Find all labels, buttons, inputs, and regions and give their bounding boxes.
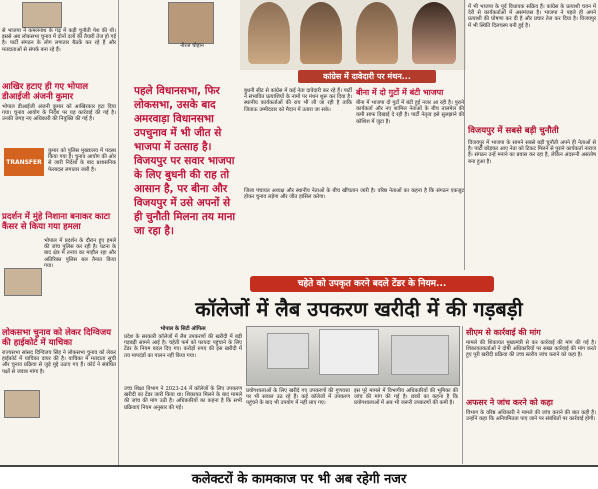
side-divider xyxy=(462,326,463,464)
feature-quote: पहले विधानसभा, फिर लोकसभा, उसके बाद अमरवाड़ा विधानसभा उपचुनाव में भी जीत से भाजपा में उत्साह है। विजयपुर पर सवार भाजपा के लिए बुधनी की राह तो आसान है, पर बीना और विजयपुर में उसे अपनों से ही चुनौती मिलना तय माना जा रहा है। xyxy=(134,85,236,237)
right-para-1: में भी भाजपा के पूर्व विधायक सक्रिय हैं। कांग्रेस के प्रत्याशी चयन में देरी से कार्यकर्ताओं में असमंजस है। भाजपा ने पहले ही अपने प्रत्याशी की घोषणा कर दी है और प्रचार तेज कर दिया है। विजयपुर में भी स्थिति दिलचस्प बनी हुई है। xyxy=(468,4,596,29)
left-bottom-photo xyxy=(4,390,40,418)
officer-para: विभाग के वरिष्ठ अधिकारी ने मामले की जांच कराने की बात कही है। उन्होंने कहा कि अनियमितता पाए जाने पर संबंधितों पर कार्रवाई होगी। xyxy=(466,410,596,423)
left-headline-3: लोकसभा चुनाव को लेकर दिग्विजय की हाईकोर्ट में याचिका xyxy=(2,328,112,348)
leader-photo-1 xyxy=(248,2,290,64)
main-headline: कॉलेजों में लैब उपकरण खरीदी में की गड़बड़ी xyxy=(195,297,523,321)
left-para-5: राज्यसभा सांसद दिग्विजय सिंह ने लोकसभा चुनाव को लेकर हाईकोर्ट में याचिका दायर की है। याचिका में मतदाता सूची और चुनाव प्रक्रिया से जुड़े मुद्दे उठाए गए हैं। कोर्ट ने संबंधित पक्षों से जवाब मांगा है। xyxy=(2,350,116,375)
lab-para-4: इस पूरे मामले में विभागीय अधिकारियों की भूमिका की जांच की मांग की गई है। छात्रों का कहना है कि प्रयोगशालाओं में अब भी जरूरी उपकरणों की कमी है। xyxy=(354,388,458,407)
column-divider xyxy=(118,0,119,465)
center-col-c: जिला पंचायत अध्यक्ष और स्थानीय नेताओं के बीच खींचतान जारी है। वरिष्ठ नेताओं का कहना है कि संगठन एकजुट होकर चुनाव लड़ेगा और जीत हासिल करेगा। xyxy=(244,188,464,201)
lab-para-3: प्रयोगशालाओं के लिए खरीदे गए उपकरणों की गुणवत्ता पर भी सवाल उठ रहे हैं। कई कॉलेजों में उपकरण पहुंचने के बाद भी उपयोग में नहीं लाए गए। xyxy=(246,388,350,407)
lab-para-1: प्रदेश के सरकारी कॉलेजों में लैब उपकरणों की खरीदी में बड़ी गड़बड़ी सामने आई है। चहेती फर्म को फायदा पहुंचाने के लिए टेंडर के नियम बदल दिए गए। करोड़ों रुपए की इस खरीदी में तय मापदंडों का पालन नहीं किया गया। xyxy=(124,334,242,359)
congress-caption: कांग्रेस में दावेदारी पर मंथन... xyxy=(298,70,436,83)
leader-photo-2 xyxy=(300,2,342,64)
byline: भोपाल के सिटी ऑफिस xyxy=(160,326,206,332)
lab-instrument-1 xyxy=(267,333,309,369)
left-para-3: कुमार को पुलिस मुख्यालय में पदस्थ किया गया है। चुनाव आयोग की ओर से जारी निर्देशों के बाद प्रशासनिक फेरबदल लगातार जारी है। xyxy=(48,148,116,173)
right-para-2: विजयपुर में भाजपा के सामने सबसे बड़ी चुनौती अपने ही नेताओं से है। पार्टी छोड़कर आए नेता को टिकट मिलने से पुराने कार्यकर्ता नाराज हैं। संगठन उन्हें मनाने का प्रयास कर रहा है, लेकिन अंदरूनी असंतोष बना हुआ है। xyxy=(468,140,596,165)
lab-instrument-2 xyxy=(319,329,379,375)
left-para-2: भोपाल डीआईजी अंजनी कुमार को आखिरकार हटा दिया गया। चुनाव आयोग के निर्देश पर यह कार्रवाई की गई है। उनकी जगह नए अधिकारी की नियुक्ति की गई है। xyxy=(2,104,116,123)
congress-photo-strip xyxy=(240,0,466,70)
left-para-4: भोपाल में प्रदर्शन के दौरान हुए हमले की जांच पुलिस कर रही है। घटना के बाद क्षेत्र में तनाव का माहौल रहा और अतिरिक्त पुलिस बल तैनात किया गया। xyxy=(44,238,116,269)
officer-headline: अफसर ने जांच करने को कहा xyxy=(466,398,553,407)
kicker-banner: चहेते को उपकृत करने बदले टेंडर के नियम... xyxy=(250,276,494,292)
lab-equipment-photo xyxy=(246,326,460,386)
left-headline-1: आखिर हटाए ही गए भोपाल डीआईजी अंजनी कुमार xyxy=(2,82,89,102)
left-top-photo xyxy=(22,2,62,28)
lab-para-2: उच्च शिक्षा विभाग ने 2023-24 में कॉलेजों के लिए उपकरण खरीदी का टेंडर जारी किया था। शिकायत मिलने के बाद मामले की जांच की मांग उठी है। अधिकारियों का कहना है कि सभी प्रक्रियाएं नियम अनुसार की गईं। xyxy=(124,386,242,411)
transfer-graphic: TRANSFER xyxy=(4,148,44,176)
right-divider xyxy=(464,0,465,270)
cm-action-headline: सीएम से कार्रवाई की मांग xyxy=(466,328,541,337)
person-photo xyxy=(168,2,214,44)
lab-instrument-3 xyxy=(391,335,449,375)
bina-headline: बीना में दो गुटों में बंटी भाजपा xyxy=(356,88,444,97)
left-headline-2: प्रदर्शन में मुंहे निशाना बनाकर काटा कैंसर से किया गया हमला xyxy=(2,212,111,232)
person-caption: नीरज चौहान xyxy=(180,43,204,49)
vijaypur-headline: विजयपुर में सबसे बड़ी चुनौती xyxy=(468,126,559,136)
cm-action-para: मामले की शिकायत मुख्यमंत्री से कर कार्रवाई की मांग की गई है। शिकायतकर्ताओं ने दोषी अधिकारियों पर सख्त कार्रवाई की मांग करते हुए पूरी खरीदी प्रक्रिया की उच्च स्तरीय जांच कराने को कहा है। xyxy=(466,340,596,359)
left-para-1: से भाजपा ने कमलनाथ के गढ़ में कड़ी चुनौती पेश की थी। इससे अब लोकसभा चुनाव में दोनों दलों की तैयारी तेज हो गई है। पार्टी संगठन के लोग लगातार बैठकें कर रहे हैं और मतदाताओं से संपर्क बना रहे हैं। xyxy=(2,28,116,53)
center-col-b: बीना में भाजपा दो गुटों में बंटी हुई नजर आ रही है। पुराने कार्यकर्ता और नए शामिल नेताओं के बीच तालमेल की कमी साफ दिखाई दे रही है। पार्टी नेतृत्व इसे सुलझाने की कोशिश में जुटा है। xyxy=(356,100,464,125)
leader-photo-4 xyxy=(412,2,456,64)
left-column xyxy=(0,0,118,465)
leader-photo-3 xyxy=(356,2,398,64)
left-mid-photo xyxy=(4,268,42,296)
center-col-a: बुधनी सीट से कांग्रेस में कई नेता दावेदारी कर रहे हैं। पार्टी ने संभावित प्रत्याशियों के नामों पर मंथन शुरू कर दिया है। स्थानीय कार्यकर्ताओं की राय भी ली जा रही है ताकि जिताऊ उम्मीदवार को मैदान में उतारा जा सके। xyxy=(244,88,352,113)
footer-headline: कलेक्टरों के कामकाज पर भी अब रहेगी नजर xyxy=(0,465,598,489)
